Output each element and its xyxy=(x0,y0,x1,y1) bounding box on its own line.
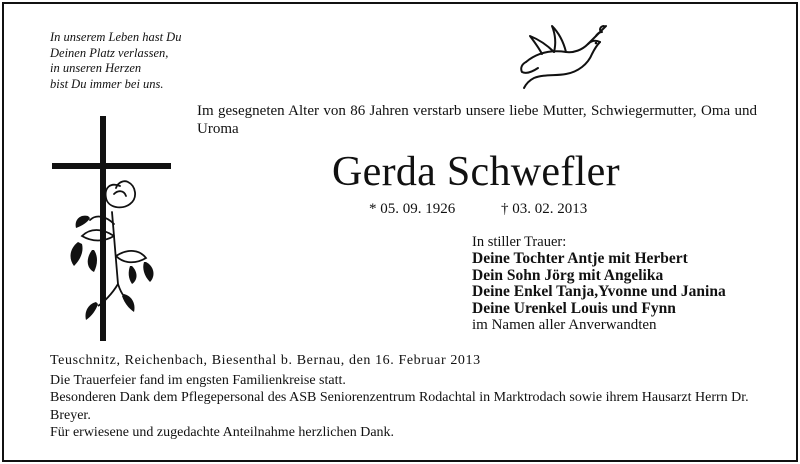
obituary-notice xyxy=(2,2,798,462)
footer-line: Besonderen Dank dem Pflegepersonal des ASB Seniorenzentrum Rodachtal in Marktrodach sowie ihrem Hausarzt Herrn Dr. Breyer. xyxy=(50,390,749,423)
death-date: † 03. 02. 2013 xyxy=(501,201,588,217)
poem-line: Deinen Platz verlassen, xyxy=(50,45,169,60)
mourner-line: Deine Urenkel Louis und Fynn xyxy=(472,299,676,317)
cross-with-rose-icon xyxy=(52,116,172,341)
dove-icon xyxy=(516,22,608,92)
place-and-date: Teuschnitz, Reichenbach, Biesenthal b. Bernau, den 16. Februar 2013 xyxy=(50,353,481,368)
mourners-block xyxy=(472,234,792,334)
footer-line: Für erwiesene und zugedachte Anteilnahme herzlichen Dank. xyxy=(50,425,395,440)
poem-line: In unserem Leben hast Du xyxy=(50,30,182,44)
mourner-line: Deine Tochter Antje mit Herbert xyxy=(472,250,688,267)
intro-text: Im gesegneten Alter von 86 Jahren verstarb unsere liebe Mutter, Schwiegermutter, Oma und Uroma xyxy=(197,103,757,137)
footer-line: Die Trauerfeier fand im engsten Familienkreise statt. xyxy=(50,372,346,388)
mourning-label: In stiller Trauer: xyxy=(472,234,567,250)
footer-text xyxy=(50,352,780,442)
memorial-poem xyxy=(50,30,230,92)
birth-date: * 05. 09. 1926 xyxy=(369,201,456,217)
poem-line: in unseren Herzen xyxy=(50,61,142,75)
other-relatives: im Namen aller Anverwandten xyxy=(472,317,657,333)
mourner-line: Deine Enkel Tanja,Yvonne und Janina xyxy=(472,283,726,300)
mourner-line: Dein Sohn Jörg mit Angelika xyxy=(472,266,664,284)
poem-line: bist Du immer bei uns. xyxy=(50,76,164,91)
deceased-name: Gerda Schwefler xyxy=(332,149,620,195)
